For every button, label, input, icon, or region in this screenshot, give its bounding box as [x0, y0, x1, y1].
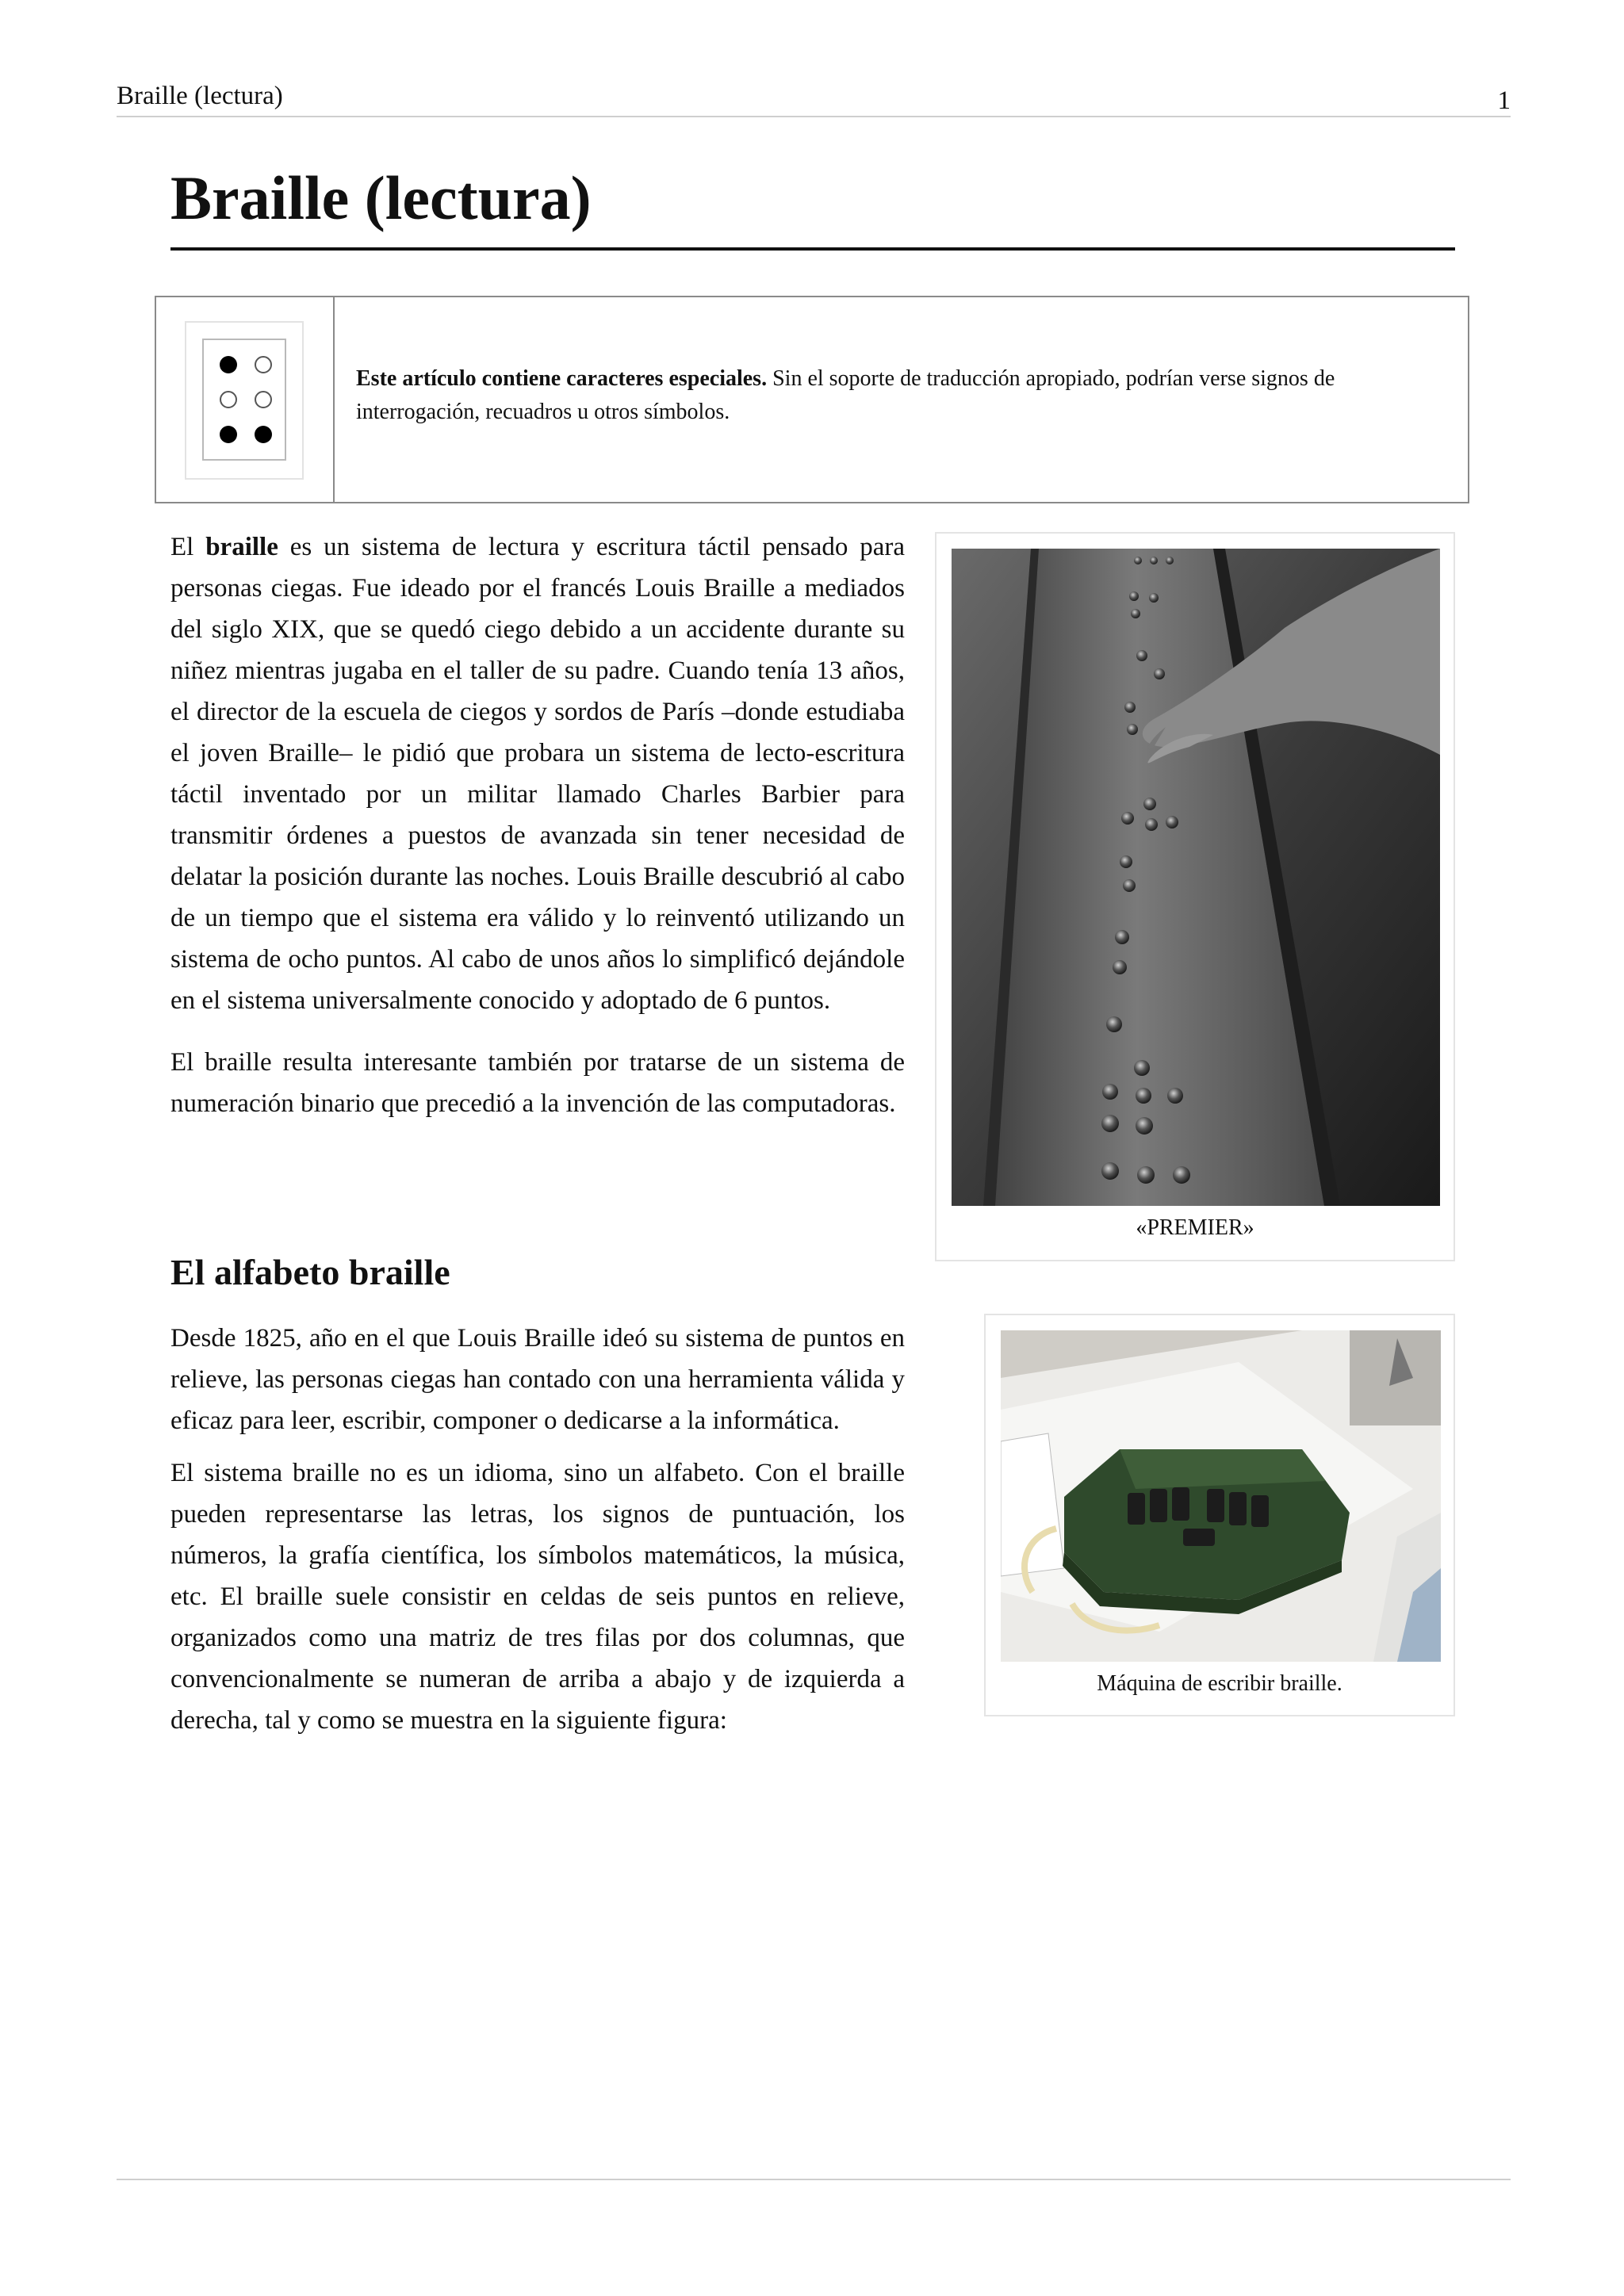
braille-typewriter-photo	[1001, 1330, 1441, 1662]
section-paragraph-2: El sistema braille no es un idioma, sino un alfabeto. Con el braille pueden representarse las letras, los signos de puntuación, los números, la grafía científica, los símbolos matemáticos, la música, etc. El braille suele consistir en celdas de seis puntos en relieve, organizados como una matriz de tres filas por dos columnas, que convencionalmente se numeran de arriba a abajo y de izquierda a derecha, tal y como se muestra en la siguiente figura:	[170, 1459, 905, 1735]
braille-dot-4	[255, 356, 272, 373]
section-paragraph-1: Desde 1825, año en el que Louis Braille ideó su sistema de puntos en relieve, las personas ciegas han contado con una herramienta válida y eficaz para leer, escribir, componer o dedicarse a la informática.	[170, 1324, 905, 1435]
braille-cell-icon	[185, 321, 304, 480]
section-heading: El alfabeto braille	[170, 1252, 450, 1292]
braille-typewriter-image	[1001, 1330, 1441, 1662]
intro-p1-bold: braille	[205, 533, 278, 561]
running-header	[117, 79, 1511, 117]
intro-p1-lead: El	[170, 533, 206, 561]
braille-rail-photo	[952, 549, 1440, 1206]
braille-dot-2	[220, 391, 237, 408]
special-characters-notice	[155, 296, 1469, 503]
section-text	[170, 1318, 905, 1741]
page-number: 1	[1497, 86, 1511, 115]
notice-bold-text: Este artículo contiene caracteres especiales.	[356, 366, 768, 391]
braille-rail-image	[952, 549, 1440, 1206]
notice-rest-text: Sin el soporte de traducción apropiado, podrían verse signos de interrogación, recuadros u otros símbolos.	[356, 366, 1335, 424]
intro-text	[170, 526, 905, 1124]
notice-icon-cell	[156, 297, 335, 502]
figure-braille-typewriter	[984, 1314, 1455, 1716]
notice-text	[356, 362, 1419, 429]
footer-rule	[117, 2179, 1511, 2180]
braille-cell-frame	[202, 339, 286, 461]
braille-dot-3	[220, 426, 237, 443]
running-title: Braille (lectura)	[117, 82, 283, 110]
braille-dot-1	[220, 356, 237, 373]
braille-dot-6	[255, 426, 272, 443]
braille-dot-5	[255, 391, 272, 408]
intro-paragraph-1	[170, 526, 905, 1021]
figure-typewriter-caption: Máquina de escribir braille.	[1097, 1671, 1342, 1696]
figure-premier-caption: «PREMIER»	[1136, 1215, 1254, 1240]
intro-paragraph-2: El braille resulta interesante también por tratarse de un sistema de numeración binario que precedió a la invención de las computadoras.	[170, 1048, 905, 1118]
intro-p1-body: es un sistema de lectura y escritura táctil pensado para personas ciegas. Fue ideado por el francés Louis Braille a mediados del siglo XIX, que se quedó ciego debido a un accidente durante su niñez mientras jugaba en el taller de su padre. Cuando tenía 13 años, el director de la escuela de ciegos y sordos de París –donde estudiaba el joven Braille– le pidió que probara un sistema de lecto-escritura táctil inventado por un militar llamado Charles Barbier para transmitir órdenes a puestos de avanzada sin tener necesidad de delatar la posición durante las noches. Louis Braille descubrió al cabo de un tiempo que el sistema era válido y lo reinventó utilizando un sistema de ocho puntos. Al cabo de unos años lo simplificó dejándole en el sistema universalmente conocido y adoptado de 6 puntos.	[170, 533, 905, 1015]
page-title: Braille (lectura)	[170, 159, 1455, 251]
figure-premier	[935, 532, 1455, 1261]
